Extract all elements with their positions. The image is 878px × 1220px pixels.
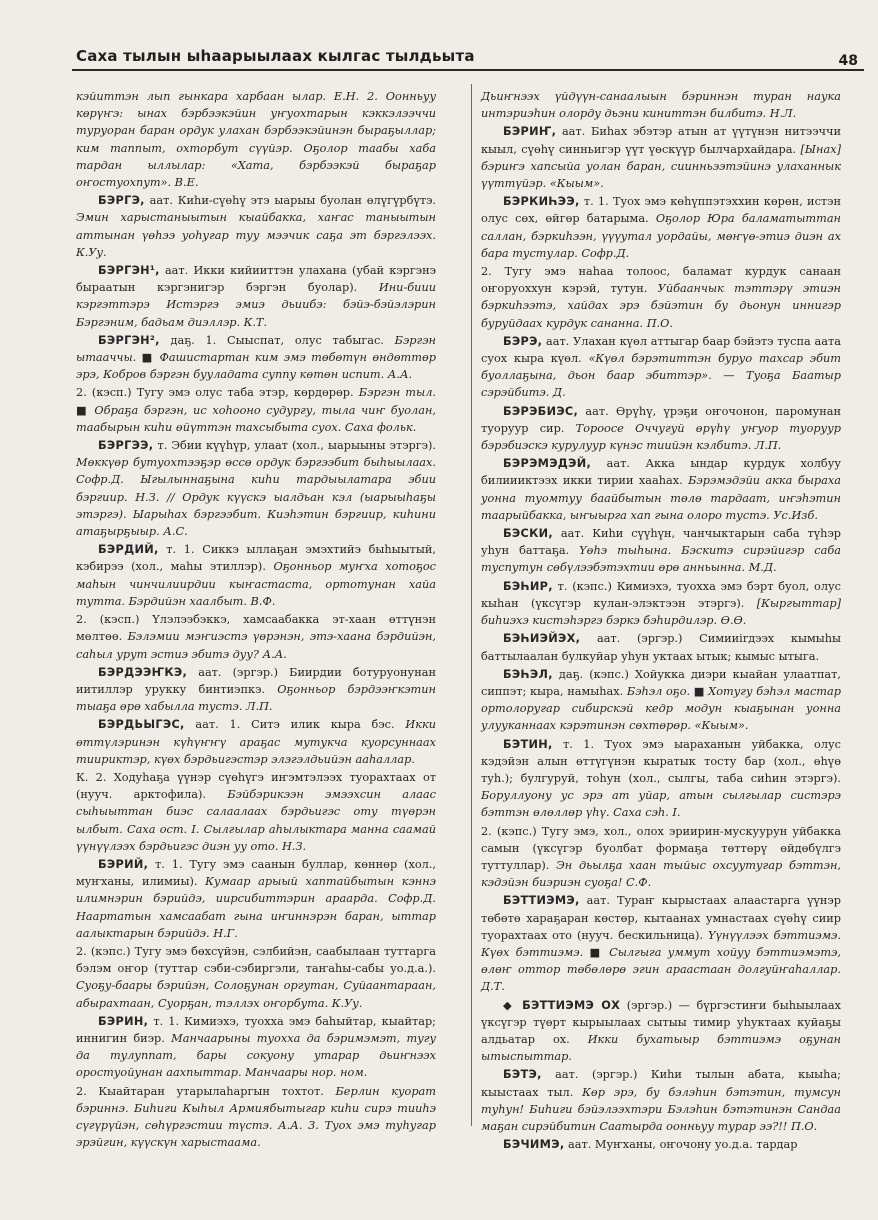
- entry-example: Тороосе Оччугуй өрүһү уҥуор туоруур бэрэбиэскэ курулуур күнэс тиийэн кэлбитэ. Л.П.: [481, 421, 841, 453]
- entry-headword: БЭСКИ,: [503, 527, 553, 541]
- entry-headword: БЭРГЭ,: [98, 194, 145, 208]
- entry-example: Ини-биии кэргэттэрэ Истэргэ эмиэ дьиибэ: бэйэ-бэйэлэрин Бэргэним, бадьам диэллэр. К.Т.: [76, 281, 436, 329]
- dictionary-entry: [76, 437, 436, 540]
- dictionary-entry: [481, 455, 841, 524]
- entry-definition: 2. (кэсп.) Үлэлээбэккэ, хамсаабакка эт-хаан өттүнэн мөлтөө.: [76, 613, 436, 644]
- entry-headword: БЭРИҤ,: [503, 125, 557, 139]
- entry-example: Бэйбэрикээн эмээхсин алаас сыһыыттан биэс салаалаах бэрдьигэс оту түөрэн ылбыт. Саха ост. І. Сылгылар аһылыктара манна саамай үүнүүлээх бэрдьигэс диэн уу ото. Н.З.: [76, 788, 436, 853]
- entry-definition: 2. (кэпс.) Тугу эмэ бөхсүйэн, сэлбийэн, саабылаан туттарга бэлэм оҥор (туттар сэби-сэбиргэли, таҥаһы-сабы уо.д.а.).: [76, 944, 436, 976]
- dictionary-entry: [76, 88, 436, 191]
- entry-definition: аат. Тураҥ кырыстаах алаастарга үүнэр төбөтө хараҕаран көстөр, кытаанах умнастаах сүөһү сиир туорахтаах ото (нууч. бескильница).: [481, 894, 841, 942]
- header-rule: [72, 69, 864, 71]
- entry-example: Икки бухатыыр бэттиэмэ оҕунан ытыспыттар.: [481, 1032, 841, 1064]
- entry-headword: БЭРЭМЭДЭЙ,: [503, 457, 592, 471]
- entry-example: Мөккүөр бутуохтээҕэр өссө ордук бэргээбит быһыылаах. Софр.Д. Ыгылыннаҕына киһи тардыылатара эбии бэргиир. Н.З. // Ордук күүскэ ыалдьан кэл (ыарыыһаҕы этэргэ). Ыарыһах бэргээбит. Киэһэтин бэргиир, киһини атаҕырҕыыр. А.С.: [76, 456, 436, 539]
- page-number: 48: [838, 53, 858, 69]
- dictionary-entry: [76, 664, 436, 716]
- entry-example: Дьиҥнээх үйдүүн-санаалыын бэриннэн туран наука интэриэһин олорду дьэни киниттэн билбитэ. Н.Л.: [481, 90, 841, 121]
- dictionary-entry: [76, 192, 436, 261]
- entry-definition: даҕ. 1. Сыыспат, олус табыгас.: [159, 333, 384, 347]
- entry-example: [Ынах] бэриҥэ хапсыйа уолан баран, сиинньээтэйинэ улаханнык үүттүйэр. «Кыым».: [481, 142, 842, 191]
- entry-example: Бэһэл оҕо. ■ Хотугу бэһэл мастар ортолоругар сибирскэй кедр модун кыаҕынан уонна улууканнаах кэрэтинэн сөхтөрөр. «Кыым».: [481, 684, 841, 733]
- entry-headword: БЭРКИҺЭЭ,: [503, 195, 580, 209]
- entry-definition: (эргэр.) — бүргэстиҥи быһыылаах үксүгэр түөрт кырыылаах сытыы тимир уһуктаах куйаҕы алдьатар ох.: [481, 998, 842, 1046]
- entry-example: Оҕонньор бэрдээҥкэтин тыаҕа өрө хабылла тустэ. Л.П.: [76, 682, 436, 714]
- entry-example: Боруллуону ус эрэ ат уйар, атын сылгылар систэрэ бэттэн өлөллөр үһү. Саха сэһ. І.: [481, 789, 841, 820]
- entry-definition: К. 2. Ходуһаҕа үүнэр сүөһүгэ иҥэмтэлээх туорахтаах от (нууч. арктофила).: [76, 770, 436, 802]
- entry-definition: аат. Муҥханы, оҥочону уо.д.а. тардар: [564, 1138, 798, 1152]
- entry-definition: 2. Тугу эмэ наһаа толоос, баламат курдук санаан оҥоруоххун кэрэй, тутун.: [481, 265, 841, 296]
- dictionary-entry: [76, 1013, 436, 1082]
- entry-headword: БЭРДЬЫГЭС,: [98, 718, 185, 732]
- dictionary-entry: [76, 1083, 436, 1152]
- entry-example: Кумаар арыый хаптайбытын кэннэ илимнэрин бэрийдэ, иирсибиттэрин араарда. Софр.Д. Наартатын хамсаабат гына иҥиннэрэн баран, ыттар аалыктарын бэрийдэ. Н.Г.: [76, 875, 436, 940]
- entry-definition: 2. Кыайтаран утарылаһаргын тохтот.: [76, 1084, 324, 1098]
- dictionary-entry: [481, 1136, 841, 1153]
- entry-definition: т. (кэпс.) Кимиэхэ, туохха эмэ бэрт буол, олус кыһан (үксүгэр кулан-элэктээн этэргэ).: [481, 579, 841, 610]
- entry-definition: аат. (эргэр.) Биирдии ботуруонунан иитиллэр урукку бинтиэпкэ.: [76, 665, 436, 696]
- right-column: [481, 88, 842, 1152]
- entry-definition: аат. 1. Ситэ илик кыра бэс.: [184, 718, 395, 732]
- dictionary-entry: [481, 666, 841, 735]
- entry-definition: аат. Икки кийииттэн улахана (убай кэргэнэ быраатын кэргэнигэр бэргэн буолар).: [76, 264, 436, 295]
- entry-example: Манчаарыны туохха да бэримэмэт, тугу да тулуппат, бары сокуону утарар дьиҥнээх оростуойунан аахпыттар. Манчаары нор. ном.: [76, 1031, 437, 1080]
- entry-example: [Кыргыттар] биһиэхэ кистэһэргэ бэркэ бэһирдилэр. Ө.Ө.: [481, 596, 841, 628]
- running-title: Саха тылын ыһаарыылаах кылгас тылдьыта: [76, 47, 475, 65]
- dictionary-entry: [481, 123, 841, 192]
- entry-definition: даҕ. (кэпс.) Хойукка диэри кыайан улаатпат, сиппэт; кыра, намыһах.: [481, 667, 841, 698]
- dictionary-entry: [481, 333, 841, 402]
- entry-definition: аат. Өрүһү, үрэҕи оҥочонон, паромунан туоруур сир.: [481, 404, 841, 435]
- entry-example: Суоҕу-баары бэрийэн, Солоҕунан оргутан, Суйаантараан, абырахтаан, Суорҕан, тэллэх оҥорбута. К.Уу.: [76, 979, 436, 1010]
- entry-example: Икки өттүлэринэн күһүҥҥү араҕас мутукча куорсуннаах тиириктэр, күөх бэрдьигэстэр элэгэлдьийэн ааһаллар.: [76, 718, 436, 766]
- entry-headword: БЭРДЭЭҤКЭ,: [98, 665, 188, 679]
- entry-definition: т. Эбии күүһүр, улаат (хол., ыарыыны этэргэ).: [153, 439, 436, 453]
- entry-example: Берлин куорат бэриннэ. Биһиги Кыһыл Армиябытыгар киһи сирэ тииһэ сүгүрүйэн, сөһүргэстии түстэ. А.А. 3. Туох эмэ туһугар эрэйгин, күүскүн харыстаама.: [76, 1084, 436, 1150]
- entry-headword: БЭРДИЙ,: [98, 543, 159, 557]
- entry-definition: 2. (кэпс.) Тугу эмэ, хол., олох эриирин-мускуурун уйбакка самын (үксүгэр буолбат формаҕа төттөрү өйдөбүлгэ туттуллар).: [481, 824, 841, 872]
- column-divider: [471, 84, 472, 1126]
- dictionary-entry: [76, 769, 436, 855]
- entry-headword: БЭРГЭН²,: [98, 333, 160, 347]
- entry-headword: БЭЧИМЭ,: [503, 1138, 565, 1152]
- dictionary-entry: [76, 541, 436, 610]
- dictionary-entry: [76, 856, 436, 942]
- entry-definition: аат. Биһах эбэтэр атын ат үүтүнэн нитээччи кыыл, сүөһү синньигэр үүт үөскүүр былчархайдара.: [481, 125, 841, 156]
- entry-headword: БЭТТИЭМЭ,: [503, 894, 580, 908]
- entry-definition: т. 1. Туох эмэ көһүппэтэххин көрөн, истэн олус сөх, өйгөр батарыма.: [481, 195, 841, 226]
- entry-headword: БЭРГЭН¹,: [98, 264, 160, 278]
- entry-example: Оҕонньор муҥха хотоҕос маһын чинчилиирдии кыҥастаста, ортотунан хайа тутта. Бэрдийэн хаалбыт. В.Ф.: [76, 560, 436, 608]
- entry-example: Бэлэмии мэҥиэстэ үөрэнэн, этэ-хаана бэрдийэн, саһыл урут эстиэ эбитэ дуу? А.А.: [76, 630, 436, 661]
- entry-definition: т. 1. Кимиэхэ, туохха эмэ баһыйтар, кыайтар; иннигин биэр.: [76, 1014, 436, 1045]
- entry-definition: т. 1. Тугу эмэ саанын буллар, көннөр (хол., муҥханы, илимиы).: [76, 857, 436, 889]
- dictionary-entry: [481, 88, 841, 122]
- dictionary-entry: [76, 262, 436, 331]
- entry-headword: БЭҺИЭЙЭХ,: [503, 632, 581, 646]
- entry-example: «Күөл бэрэтиттэн буруо тахсар эбит буоллаҕына, дьон баар эбиттэр». — Туоҕа Баатыр сэрэйбитэ. Д.: [481, 352, 842, 400]
- entry-headword: БЭҺЭЛ,: [503, 667, 553, 681]
- dictionary-entry: [481, 736, 841, 822]
- entry-example: Эн дьылҕа хаан тыйыс охсуутугар бэттэн, кэдэйэн биэриэн суоҕа! С.Ф.: [481, 858, 841, 890]
- entry-example: Үүнүүлээх бэттиэмэ. Күөх бэттиэмэ. ■ Сылгыга уммут хойуу бэттиэмэтэ, өлөҥ оттор төбөлөрө эгин араастаан долгуйҥаһаллар. Д.Т.: [481, 928, 841, 994]
- entry-headword: БЭҺИР,: [503, 579, 553, 593]
- entry-definition: аат. Киһи сүүһүн, чанчыктарын саба түһэр уһун баттаҕа.: [481, 527, 841, 558]
- entry-example: Оҕолор Юра баламатыттан саллан, бэркиһээн, үүүутал уордайы, мөҥүө-этиэ диэн ах бара тустулар. Софр.Д.: [481, 212, 841, 260]
- entry-example: Эмин харыстаныытын кыайбакка, хаҥас таныытын аттынан үөһээ уоһугар туу мээчик саҕа эт бэргэлээх. К.Уу.: [76, 211, 436, 259]
- entry-headword: БЭРЭ,: [503, 334, 543, 348]
- entry-example: кэйиттэн лып гынкара харбаан ылар. Е.Н. 2. Оонньуу көрүҥэ: ынах бэрбээкэйин уҥуохтарын кэккэлээччи туруоран баран ордук улахан бэрбээкэйинэн быраҕыллар; ким таппыт, охторбут сүүйэр. Оҕолор таабы хаба тардан ыллылар: «Хата, бэрбээкэй быраҕар оҥостуохпут». В.Е.: [76, 90, 436, 190]
- entry-headword: БЭРЭБИЭС,: [503, 404, 579, 418]
- entry-headword: БЭРИН,: [98, 1014, 149, 1028]
- left-column: [76, 88, 437, 1150]
- dictionary-entry: [76, 611, 436, 663]
- entry-definition: т. 1. Туох эмэ ыараханын уйбакка, олус кэдэйэн алын өттүгүнэн кыратык тосту бар (хол., өһүө туһ.); булгуруй, тоһун (хол., сылгы, таба сиһин этэргэ).: [481, 737, 841, 785]
- entry-headword: БЭРИЙ,: [98, 857, 149, 871]
- entry-example: Көр эрэ, бу бэлэһин бэтэтин, тумсун туһун! Биһиги бэйэлээхтэри Бэлэһин бэтэтинэн Сандаа маҕан сирэйбитин Саатырда оонньуу турар ээ?!! П.О.: [481, 1085, 841, 1133]
- entry-example: Бэрэмэдэйи акка быраха уонна туомтуу баайбытын төлө тардаат, иҥэһэтин таарыйбакка, ыҥыырга хап гына олоро тустэ. Ус.Изб.: [481, 474, 841, 522]
- dictionary-entry: [481, 193, 841, 262]
- entry-definition: аат. Улахан күөл аттыгар баар бэйэтэ туспа аата суох кыра күөл.: [481, 334, 841, 366]
- entry-example: Бэргэн ытааччы. ■ Фашистартан ким эмэ төбөтүн өндөттөр эрэ, Кобров бэргэн бууладата суппу көтөн испит. А.А.: [76, 333, 436, 382]
- entry-headword: БЭТЭ,: [503, 1068, 542, 1082]
- entry-headword: ◆ БЭТТИЭМЭ ОХ: [503, 998, 621, 1012]
- dictionary-entry: [76, 943, 436, 1012]
- entry-definition: т. 1. Сиккэ ыллаҕан эмэхтийэ быһыытый, кэбирээ (хол., маһы этиллэр).: [76, 543, 436, 574]
- dictionary-entry: [481, 997, 841, 1066]
- dictionary-entry: [481, 1066, 841, 1135]
- entry-headword: БЭТИН,: [503, 737, 553, 751]
- dictionary-entry: [481, 823, 841, 892]
- dictionary-entry: [76, 332, 436, 384]
- entry-headword: БЭРГЭЭ,: [98, 439, 154, 453]
- entry-definition: аат. (эргэр.) Симииirдээх кымыһы баттылаалан булкуйар уһун уктаах ытык; кымыс ытыга.: [481, 632, 841, 663]
- dictionary-entry: [481, 578, 841, 630]
- dictionary-entry: [481, 630, 841, 664]
- dictionary-entry: [481, 403, 841, 455]
- dictionary-entry: [481, 525, 841, 577]
- page-header: [72, 43, 864, 73]
- entry-example: Үөһэ тыһына. Бэскитэ сирэйигэр саба туспутун сөбүлээбэтэхтии өрө анньынна. М.Д.: [481, 544, 841, 575]
- dictionary-entry: [76, 384, 436, 436]
- entry-example: Уйбаанчык тэттэрү этиэн бэркиһээтэ, хайдах эрэ бэйэтин бу дьонун иннигэр буруйдаах курдук сананна. П.О.: [481, 282, 841, 330]
- entry-definition: аат. (эргэр.) Киһи тылын абата, кыыһа; кыыстаах тыл.: [481, 1068, 841, 1099]
- entry-definition: аат. Киһи-сүөһү этэ ыарыы буолан өлүгүрбүтэ.: [144, 194, 436, 208]
- dictionary-entry: [481, 263, 841, 332]
- entry-example: Бэргэн тыл. ■ Обраҕа бэргэн, ис хоһооно судургу, тыла чиҥ буолан, таабырын киһи өйүттэн тахсыбыта суох. Саха фольк.: [76, 386, 436, 434]
- dictionary-entry: [481, 892, 841, 995]
- entry-definition: 2. (кэсп.) Тугу эмэ олус таба этэр, көрдөрөр.: [76, 386, 354, 400]
- dictionary-entry: [76, 716, 436, 768]
- entry-definition: аат. Акка ындар курдук холбуу билиииктээх икки тирии хааһах.: [481, 457, 841, 488]
